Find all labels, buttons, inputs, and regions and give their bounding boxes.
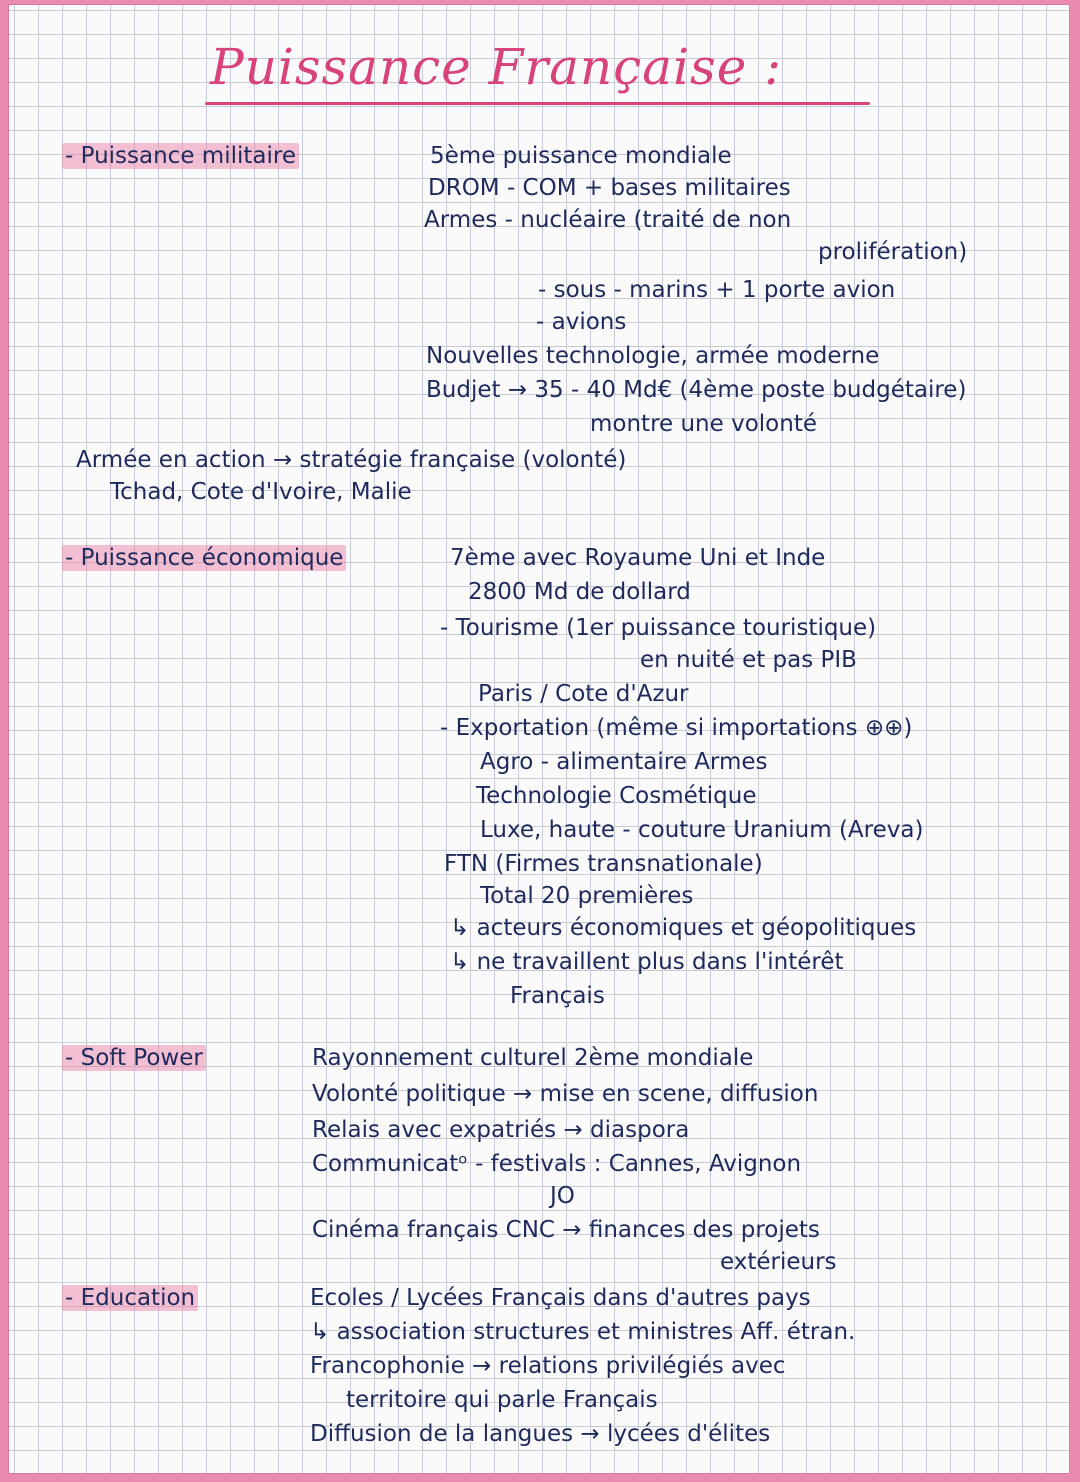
page-title: Puissance Française : (210, 38, 783, 96)
section-heading-militaire (62, 142, 299, 170)
section-heading-soft-power (62, 1044, 206, 1072)
militaire-line-5: - sous - marins + 1 porte avion (538, 277, 896, 303)
soft-line-1: Rayonnement culturel 2ème mondiale (312, 1045, 754, 1071)
education-line-1: Ecoles / Lycées Français dans d'autres pays (310, 1285, 811, 1311)
economique-line-4: en nuité et pas PIB (640, 647, 857, 673)
economique-line-5: Paris / Cote d'Azur (478, 681, 689, 707)
militaire-line-7: Nouvelles technologie, armée moderne (426, 343, 880, 369)
militaire-line-4: prolifération) (818, 239, 968, 265)
militaire-line-1: 5ème puissance mondiale (430, 143, 732, 169)
section-heading-education (62, 1284, 198, 1312)
soft-line-7: extérieurs (720, 1249, 837, 1275)
economique-line-10: FTN (Firmes transnationale) (444, 851, 763, 877)
heading-militaire-text: - Puissance militaire (62, 143, 299, 169)
education-line-5: Diffusion de la langues → lycées d'élites (310, 1421, 771, 1447)
militaire-line-2: DROM - COM + bases militaires (428, 175, 791, 201)
title-underline (205, 102, 870, 105)
economique-line-1: 7ème avec Royaume Uni et Inde (450, 545, 826, 571)
education-line-4: territoire qui parle Français (346, 1387, 658, 1413)
militaire-action-1: Armée en action → stratégie française (volonté) (76, 447, 627, 473)
militaire-line-3: Armes - nucléaire (traité de non (424, 207, 792, 233)
economique-line-13: ↳ ne travaillent plus dans l'intérêt (450, 949, 844, 975)
economique-line-6: - Exportation (même si importations ⊕⊕) (440, 715, 913, 741)
militaire-line-6: - avions (536, 309, 627, 335)
education-line-3: Francophonie → relations privilégiés avec (310, 1353, 786, 1379)
economique-line-8: Technologie Cosmétique (476, 783, 757, 809)
militaire-action-2: Tchad, Cote d'Ivoire, Malie (110, 479, 412, 505)
militaire-line-9: montre une volonté (590, 411, 817, 437)
soft-line-2: Volonté politique → mise en scene, diffusion (312, 1081, 819, 1107)
economique-line-14: Français (510, 983, 605, 1009)
economique-line-7: Agro - alimentaire Armes (480, 749, 768, 775)
education-line-2: ↳ association structures et ministres Aff. étran. (310, 1319, 856, 1345)
soft-line-4: Communicatᵒ - festivals : Cannes, Avignon (312, 1151, 802, 1177)
economique-line-9: Luxe, haute - couture Uranium (Areva) (480, 817, 924, 843)
section-heading-economique (62, 544, 346, 572)
soft-line-3: Relais avec expatriés → diaspora (312, 1117, 690, 1143)
heading-soft-text: - Soft Power (62, 1045, 206, 1071)
economique-line-2: 2800 Md de dollard (468, 579, 691, 605)
economique-line-11: Total 20 premières (480, 883, 694, 909)
soft-line-5: JO (550, 1183, 575, 1209)
economique-line-12: ↳ acteurs économiques et géopolitiques (450, 915, 917, 941)
economique-line-3: - Tourisme (1er puissance touristique) (440, 615, 877, 641)
militaire-line-8: Budjet → 35 - 40 Md€ (4ème poste budgétaire) (426, 377, 967, 403)
soft-line-6: Cinéma français CNC → finances des projets (312, 1217, 820, 1243)
heading-economique-text: - Puissance économique (62, 545, 346, 571)
heading-education-text: - Education (62, 1285, 198, 1311)
